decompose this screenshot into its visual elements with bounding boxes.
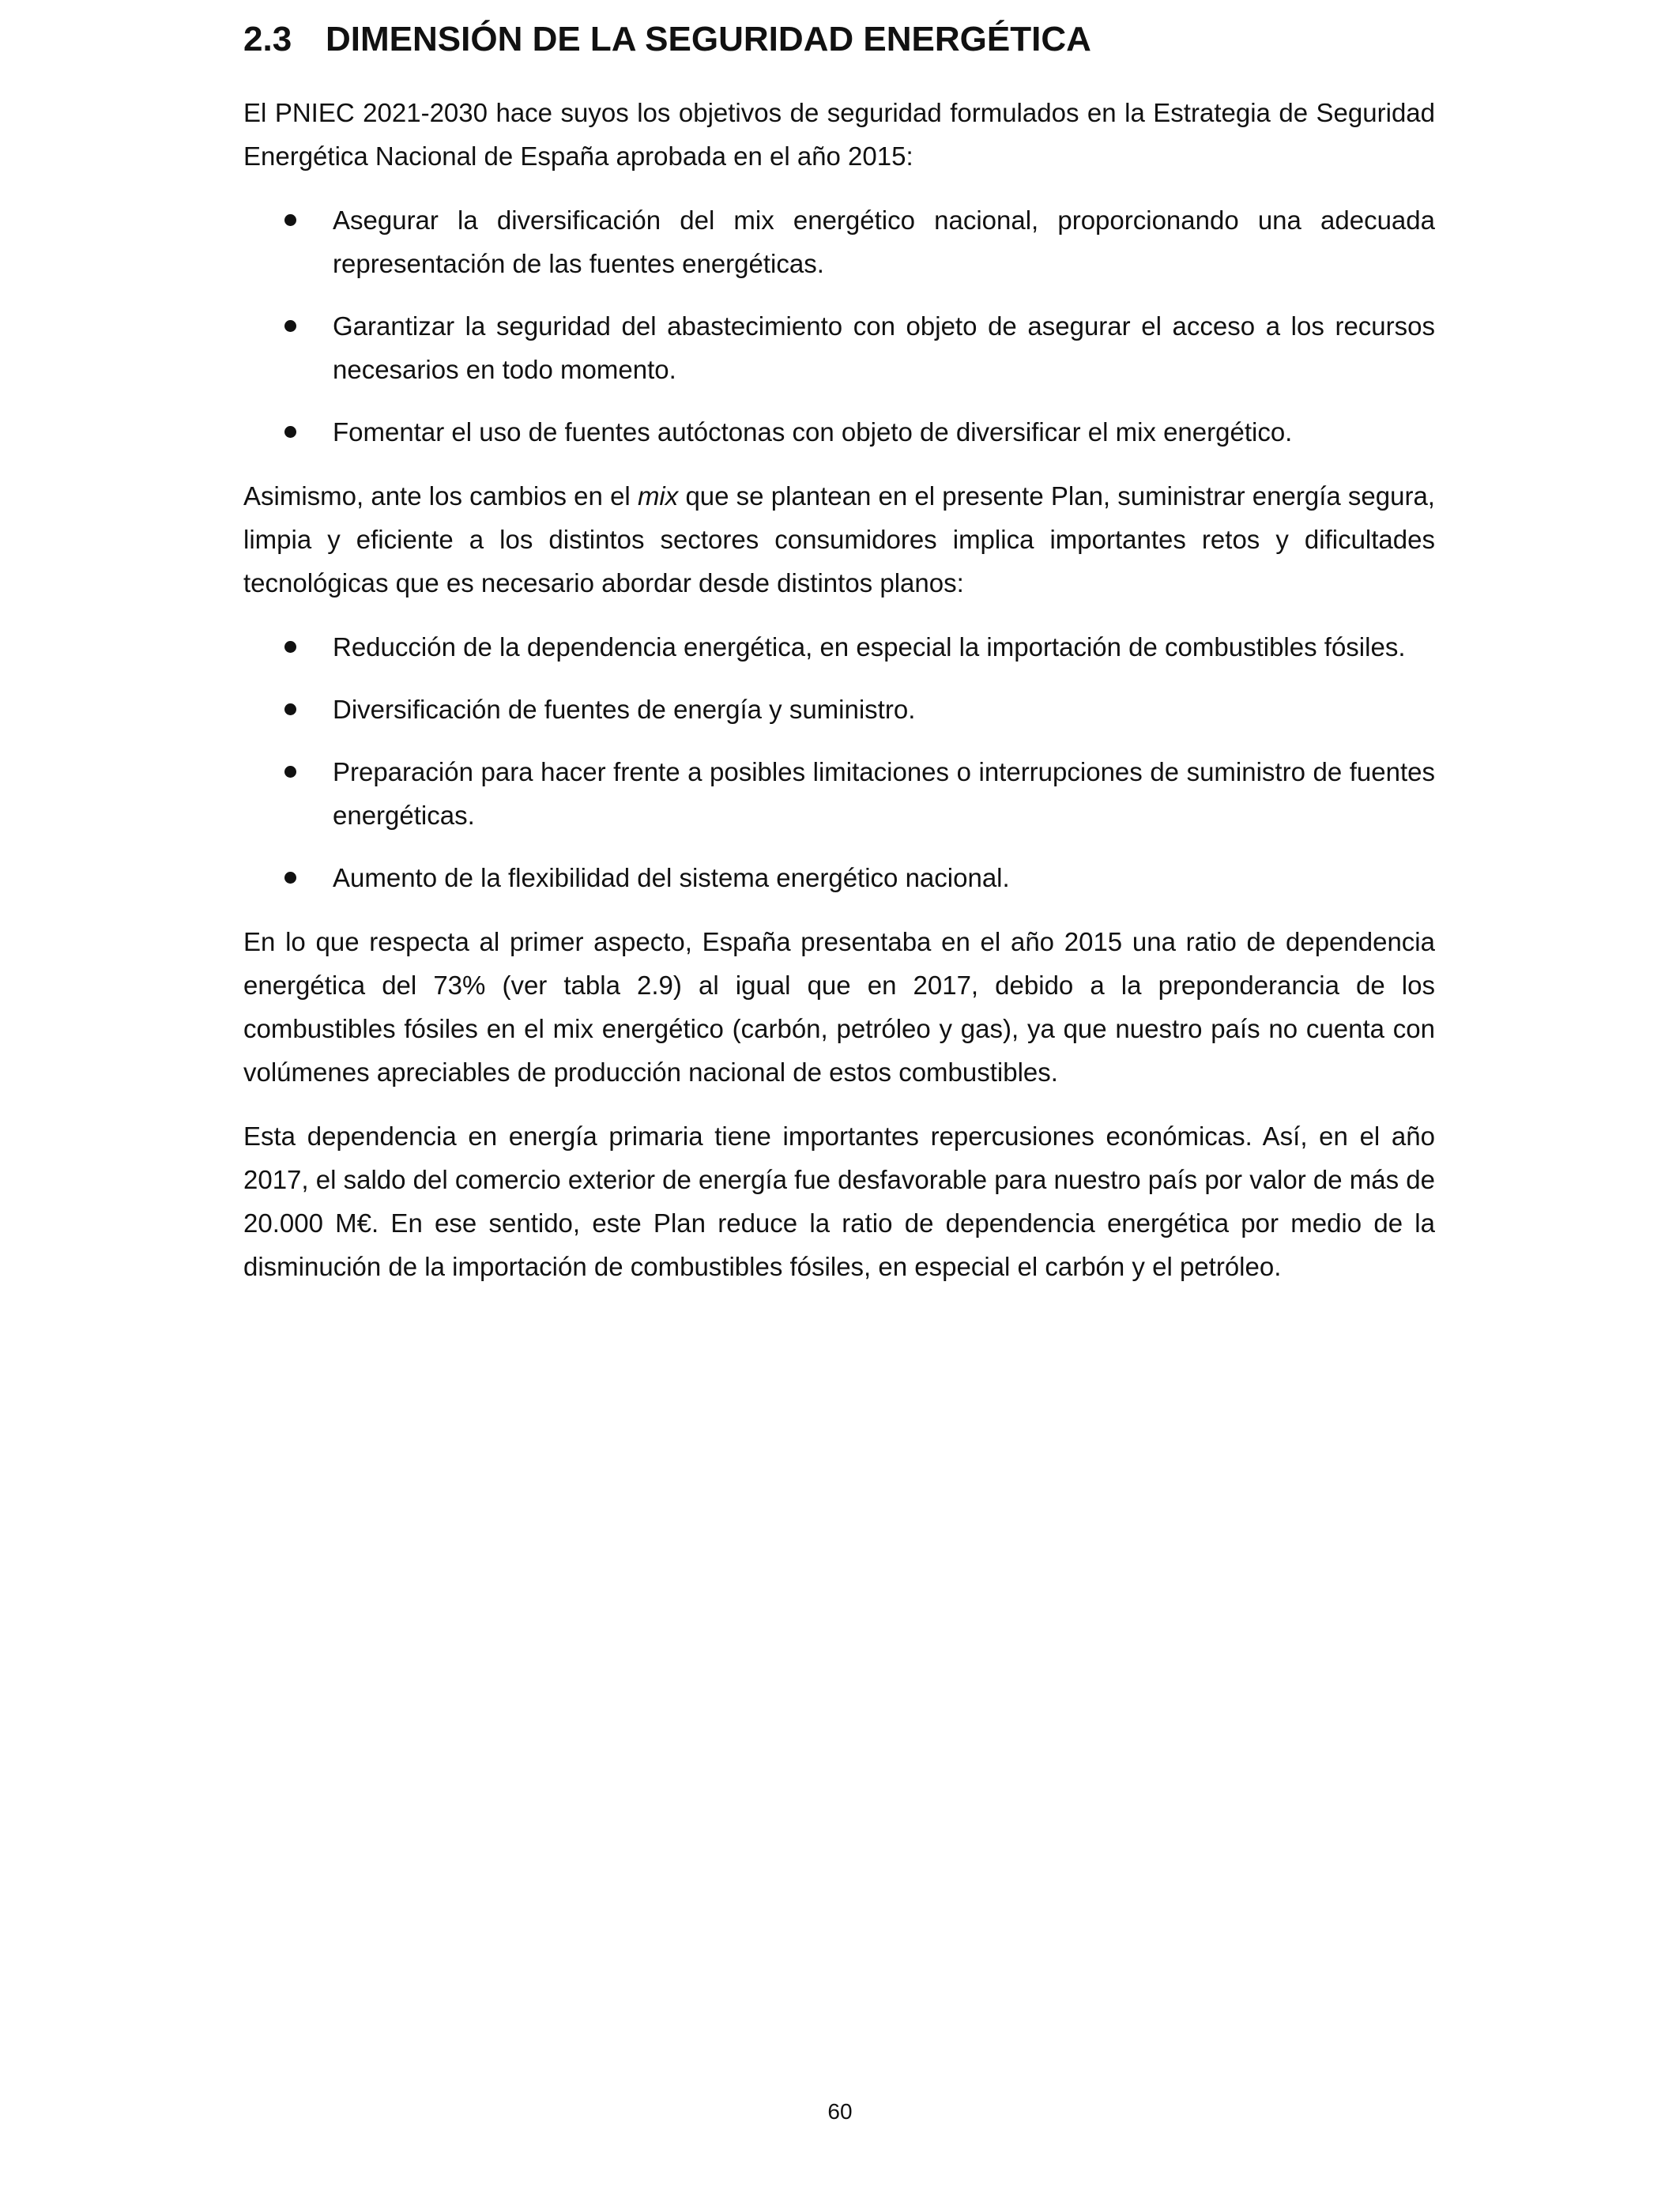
list-item: [243, 304, 1435, 391]
economic-paragraph: Esta dependencia en energía primaria tiene importantes repercusiones económicas. Así, en el año 2017, el saldo del comercio exterior de energía fue desfavorable para nuestro país por valor de más de 20.000 M€. En ese sentido, este Plan reduce la ratio de dependencia energética por medio de la disminución de la importación de combustibles fósiles, en especial el carbón y el petróleo.: [243, 1122, 1435, 1281]
section-heading: [243, 11, 1091, 68]
document-page: [243, 0, 1435, 2194]
objectives-list: [243, 198, 1435, 454]
section-number: 2.3: [243, 20, 292, 58]
list-item: [243, 198, 1435, 285]
list-item-text: Diversificación de fuentes de energía y suministro.: [333, 695, 916, 724]
list-item: [243, 625, 1435, 669]
challenges-italic-term: mix: [637, 481, 679, 511]
bullet-icon: [284, 426, 296, 438]
bullet-icon: [284, 872, 296, 884]
challenges-text-end: que se plantean en el presente Plan, suministrar energía segura, limpia y eficiente a los distintos sectores consumidores implica importantes retos y dificultades tecnológicas que es necesario abordar desde distintos planos:: [243, 481, 1435, 598]
bullet-icon: [284, 320, 296, 332]
list-item-text: Garantizar la seguridad del abastecimiento con objeto de asegurar el acceso a los recursos necesarios en todo momento.: [333, 311, 1435, 384]
list-item-text: Aumento de la flexibilidad del sistema energético nacional.: [333, 863, 1010, 892]
list-item-text: Reducción de la dependencia energética, en especial la importación de combustibles fósiles.: [333, 632, 1406, 662]
bullet-icon: [284, 766, 296, 778]
bullet-icon: [284, 214, 296, 226]
page-number: 60: [827, 2099, 853, 2124]
challenges-paragraph: [243, 474, 1435, 605]
intro-paragraph: El PNIEC 2021-2030 hace suyos los objetivos de seguridad formulados en la Estrategia de Seguridad Energética Nacional de España aprobada en el año 2015:: [243, 98, 1435, 171]
section-title: DIMENSIÓN DE LA SEGURIDAD ENERGÉTICA: [326, 20, 1091, 58]
challenges-text-start: Asimismo, ante los cambios en el: [243, 481, 638, 511]
list-item: [243, 688, 1435, 731]
bullet-icon: [284, 641, 296, 653]
list-item-text: Fomentar el uso de fuentes autóctonas con objeto de diversificar el mix energético.: [333, 417, 1293, 447]
list-item: [243, 856, 1435, 899]
bullet-icon: [284, 703, 296, 715]
list-item-text: Asegurar la diversificación del mix energético nacional, proporcionando una adecuada representación de las fuentes energéticas.: [333, 205, 1435, 278]
list-item: [243, 750, 1435, 837]
list-item: [243, 410, 1435, 454]
dependence-paragraph: En lo que respecta al primer aspecto, España presentaba en el año 2015 una ratio de dependencia energética del 73% (ver tabla 2.9) al igual que en 2017, debido a la preponderancia de los combustibles fósiles en el mix energético (carbón, petróleo y gas), ya que nuestro país no cuenta con volúmenes apreciables de producción nacional de estos combustibles.: [243, 927, 1435, 1087]
challenges-list: [243, 625, 1435, 899]
list-item-text: Preparación para hacer frente a posibles limitaciones o interrupciones de suministro de fuentes energéticas.: [333, 757, 1435, 830]
document-body: [243, 91, 1435, 1309]
